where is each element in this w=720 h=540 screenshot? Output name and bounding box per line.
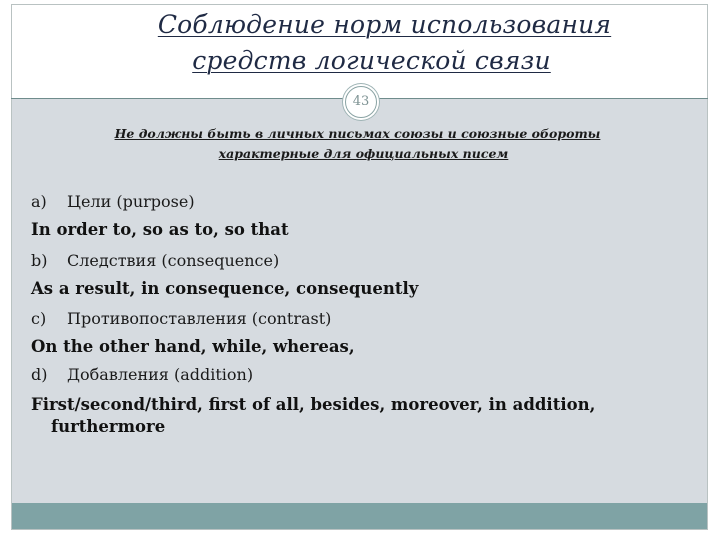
item-label: Противопоставления (contrast): [67, 309, 332, 328]
examples-purpose: In order to, so as to, so that: [31, 220, 289, 239]
item-label: Добавления (addition): [67, 365, 254, 384]
item-label: Цели (purpose): [67, 192, 195, 211]
examples-addition: [31, 394, 691, 438]
slide-title: [11, 4, 708, 99]
title-line-1: Соблюдение норм использования: [157, 10, 612, 39]
slide-number-badge: 43: [345, 86, 377, 118]
bottom-bar: [12, 503, 707, 529]
item-letter: b): [31, 251, 48, 270]
title-line-2: средств логической связи: [192, 46, 551, 75]
examples-addition-line-1: First/second/third, first of all, besides, moreover, in addition,: [31, 395, 596, 414]
item-letter: c): [31, 309, 47, 328]
list-item-consequence: [31, 251, 279, 270]
list-item-contrast: [31, 309, 331, 328]
subtitle-line-2: характерные для официальных писем: [218, 146, 509, 161]
examples-consequence: As a result, in consequence, consequently: [31, 279, 419, 298]
subtitle-line-1: Не должны быть в личных письмах союзы и союзные обороты: [114, 126, 601, 141]
item-letter: a): [31, 192, 47, 211]
examples-addition-line-2: furthermore: [51, 417, 166, 436]
item-label: Следствия (consequence): [67, 251, 280, 270]
examples-contrast: On the other hand, while, whereas,: [31, 337, 355, 356]
item-letter: d): [31, 365, 48, 384]
list-item-addition: [31, 365, 253, 384]
list-item-purpose: [31, 192, 195, 211]
